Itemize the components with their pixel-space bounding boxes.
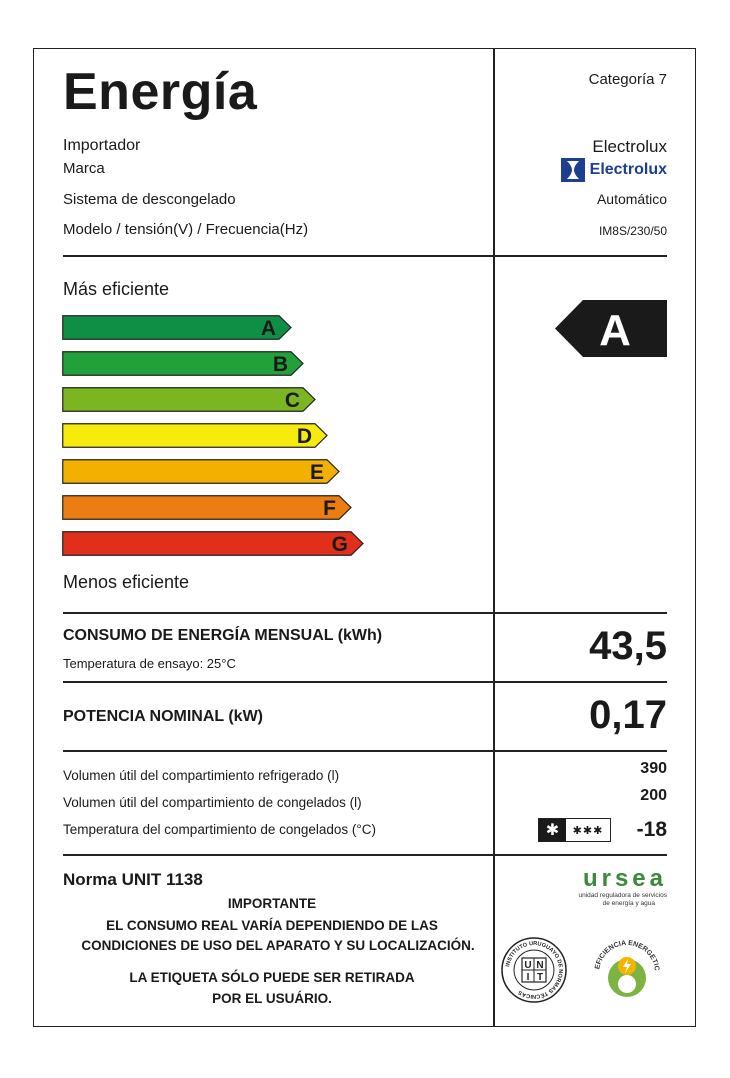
efficiency-bar-letter: E <box>309 461 324 484</box>
unit-letter: N <box>536 960 544 971</box>
notice-line-2: CONDICIONES DE USO DEL APARATO Y SU LOCALIZACIÓN. <box>81 938 475 953</box>
efficiency-bar-g <box>62 531 365 556</box>
efficiency-bar-a <box>62 315 293 340</box>
unit-letter: T <box>536 972 544 983</box>
snowflake-icon: ✱ <box>539 819 566 841</box>
ursea-logo-text: ursea <box>582 865 667 892</box>
column-divider <box>493 48 495 1027</box>
freezer-temp-value: -18 <box>636 818 667 841</box>
scale-top-label: Más eficiente <box>63 279 170 299</box>
electrolux-logo-icon <box>561 158 585 182</box>
brand-logo-text: Electrolux <box>589 161 667 178</box>
divider <box>63 854 667 856</box>
brand-logo <box>561 158 667 182</box>
unit-letter: U <box>524 960 532 971</box>
notice-line-3: LA ETIQUETA SÓLO PUEDE SER RETIRADA <box>129 970 415 985</box>
freezer-temp-label: Temperatura del compartimiento de congelados (°C) <box>63 822 377 837</box>
efficiency-bar-letter: B <box>272 353 288 376</box>
refrigerated-volume-label: Volumen útil del compartimiento refrigerado (l) <box>63 768 340 783</box>
divider <box>63 681 667 683</box>
power-label: POTENCIA NOMINAL (kW) <box>63 708 263 725</box>
star-icons: ✱✱✱ <box>572 824 604 837</box>
refrigerated-volume-value: 390 <box>640 760 667 777</box>
efficiency-bar-e <box>62 459 341 484</box>
efficiency-bar-letter: D <box>296 425 312 448</box>
efficiency-bar-letter: F <box>323 497 336 520</box>
page-title: Energía <box>63 63 258 121</box>
efficiency-bar-d <box>62 423 329 448</box>
important-heading: IMPORTANTE <box>227 896 317 911</box>
importer-value: Electrolux <box>592 137 667 156</box>
unit-letter: I <box>526 972 530 983</box>
ursea-subtitle-1: unidad reguladora de servicios <box>578 892 667 899</box>
importer-label: Importador <box>63 137 141 154</box>
efficiency-seal <box>590 936 664 1015</box>
ursea-logo <box>566 866 667 908</box>
divider <box>63 255 667 257</box>
notice-line-4: POR EL USUÁRIO. <box>212 991 332 1006</box>
defrost-label: Sistema de descongelado <box>63 191 236 208</box>
freezer-star-rating <box>538 818 611 842</box>
norm-label: Norma UNIT 1138 <box>63 870 203 889</box>
unit-seal <box>500 936 568 1009</box>
defrost-value: Automático <box>596 191 667 207</box>
efficiency-bar-b <box>62 351 305 376</box>
brand-label: Marca <box>63 160 105 177</box>
consumption-value: 43,5 <box>589 624 667 668</box>
notice-line-1: EL CONSUMO REAL VARÍA DEPENDIENDO DE LAS <box>106 918 438 933</box>
divider <box>63 750 667 752</box>
efficiency-ring-text: EFICIENCIA ENERGETIC <box>594 939 660 972</box>
efficiency-bar-letter: A <box>260 317 276 340</box>
unit-ring-text: INSTITUTO URUGUAYO DE NORMAS TÉCNICAS <box>505 940 564 1000</box>
power-value: 0,17 <box>589 693 667 737</box>
rating-letter: A <box>599 306 631 355</box>
divider <box>63 612 667 614</box>
rating-arrow <box>555 300 667 362</box>
frozen-volume-value: 200 <box>640 787 667 804</box>
efficiency-bar-f <box>62 495 353 520</box>
efficiency-bar-letter: C <box>284 389 300 412</box>
model-label: Modelo / tensión(V) / Frecuencia(Hz) <box>63 221 309 238</box>
efficiency-bar-letter: G <box>331 533 348 556</box>
consumption-sublabel: Temperatura de ensayo: 25°C <box>63 656 236 671</box>
consumption-label: CONSUMO DE ENERGÍA MENSUAL (kWh) <box>63 627 383 644</box>
category-label: Categoría 7 <box>588 71 667 88</box>
efficiency-bar-c <box>62 387 317 412</box>
scale-bottom-label: Menos eficiente <box>63 572 190 592</box>
model-value: IM8S/230/50 <box>598 224 667 238</box>
frozen-volume-label: Volumen útil del compartimiento de congelados (l) <box>63 795 362 810</box>
ursea-subtitle-2: de energía y agua <box>602 900 655 907</box>
